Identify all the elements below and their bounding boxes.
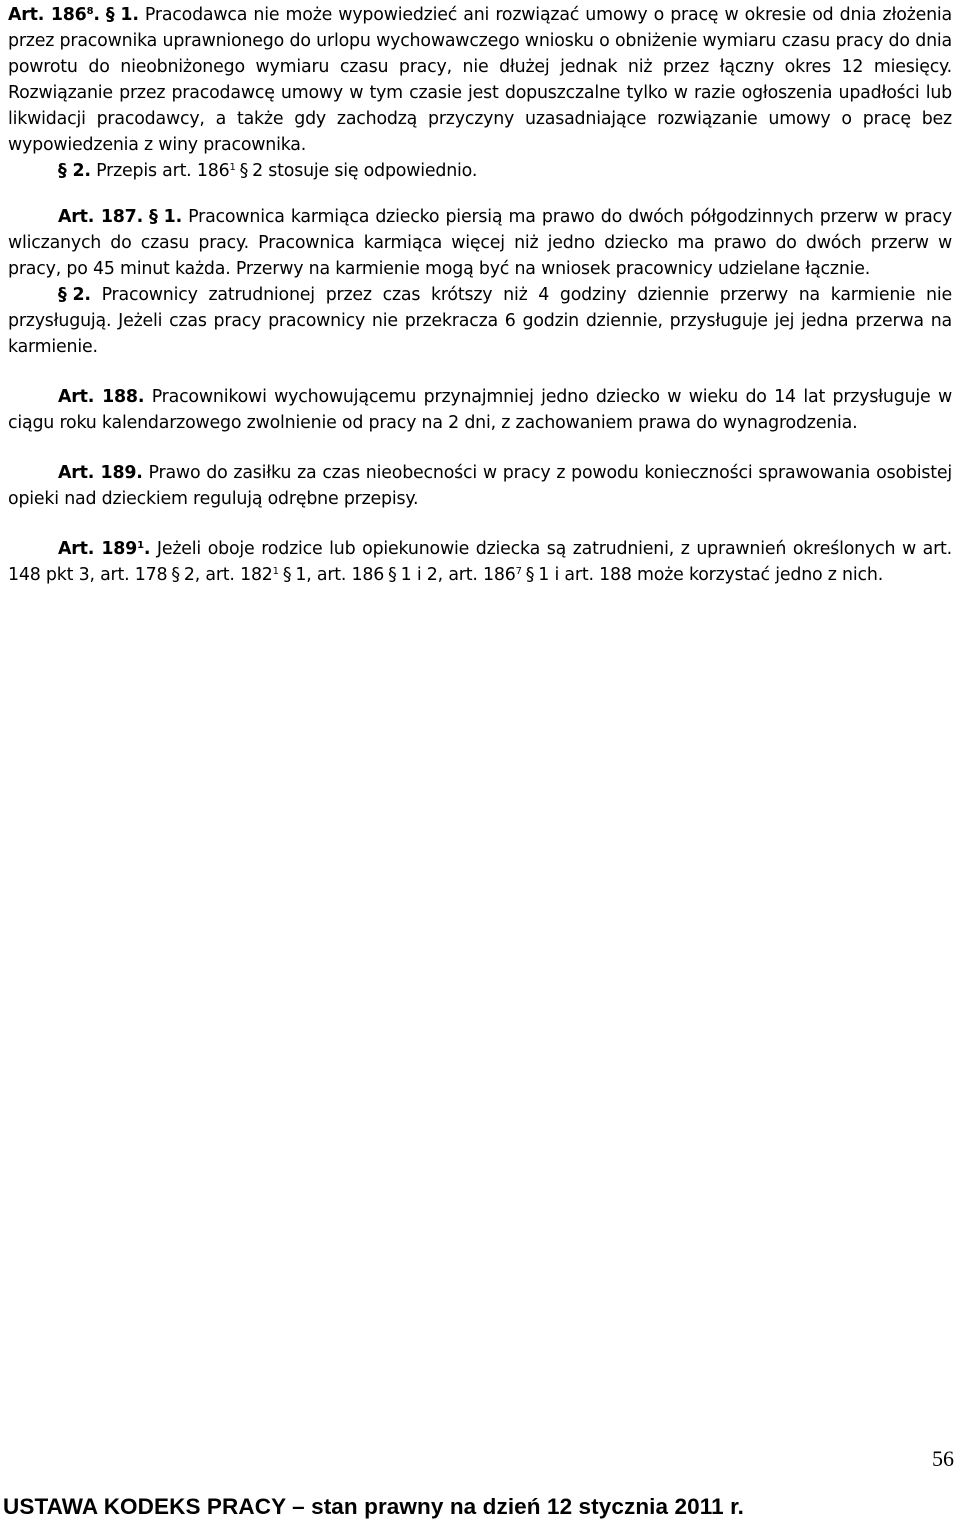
section-number: 2. xyxy=(72,285,91,305)
article-189-1 xyxy=(8,536,952,588)
article-text: Prawo do zasiłku za czas nieobecności w pracy z powodu konieczności sprawowania osobistej opieki nad dzieckiem regulują odrębne przepisy. xyxy=(8,463,952,509)
section-sign: § xyxy=(58,161,67,181)
article-186-8-section-2 xyxy=(8,158,952,184)
article-heading: Art. $189^1$. xyxy=(58,539,151,559)
document-body xyxy=(8,0,952,588)
article-heading: Art. 187. xyxy=(58,207,143,227)
article-187-section-2 xyxy=(8,282,952,360)
page-footer: USTAWA KODEKS PRACY – stan prawny na dzień 12 stycznia 2011 r. xyxy=(3,1494,745,1519)
article-text: Jeżeli oboje rodzice lub opiekunowie dziecka są zatrudnieni, z uprawnień określonych w art. 148 pkt 3, art. 178 § 2, art. $182^1$ § 1, art. 186 § 1 i 2, art. $186^7$ § 1 i art. 188 może korzystać jedno z nich. xyxy=(8,539,952,585)
section-number: 2. xyxy=(72,161,91,181)
article-188 xyxy=(8,384,952,436)
article-text: Pracownikowi wychowującemu przynajmniej jedno dziecko w wieku do 14 lat przysługuje w ciągu roku kalendarzowego zwolnienie od pracy na 2 dni, z zachowaniem prawa do wynagrodzenia. xyxy=(8,387,952,433)
section-text: Pracownicy zatrudnionej przez czas krótszy niż 4 godziny dziennie przerwy na karmienie nie przysługują. Jeżeli czas pracy pracownicy nie przekracza 6 godzin dziennie, przysługuje jej jedna przerwa na karmienie. xyxy=(8,285,952,357)
section-sign: § xyxy=(105,5,115,25)
section-sign: § xyxy=(149,207,158,227)
section-sign: § xyxy=(58,285,67,305)
article-186-8 xyxy=(8,2,952,158)
page-number: 56 xyxy=(932,1446,954,1471)
section-number: 1. xyxy=(163,207,182,227)
section-number: 1. xyxy=(120,5,139,25)
article-text: Pracodawca nie może wypowiedzieć ani rozwiązać umowy o pracę w okresie od dnia złożenia przez pracownika uprawnionego do urlopu wychowawczego wniosku o obniżenie wymiaru czasu pracy do dnia powrotu do nieobniżonego wymiaru czasu pracy, nie dłużej jednak niż przez łączny okres 12 miesięcy. Rozwiązanie przez pracodawcę umowy w tym czasie jest dopuszczalne tylko w razie ogłoszenia upadłości lub likwidacji pracodawcy, a także gdy zachodzą przyczyny uzasadniające rozwiązanie umowy o pracę bez wypowiedzenia z winy pracownika. xyxy=(8,5,953,155)
article-187 xyxy=(8,204,952,282)
section-text: Przepis art. $186^1$ § 2 stosuje się odpowiednio. xyxy=(96,161,478,181)
article-heading: Art. $186^8$. xyxy=(8,5,100,25)
article-heading: Art. 188. xyxy=(58,387,145,407)
article-heading: Art. 189. xyxy=(58,463,143,483)
article-text: Pracownica karmiąca dziecko piersią ma prawo do dwóch półgodzinnych przerw w pracy wliczanych do czasu pracy. Pracownica karmiąca więcej niż jedno dziecko ma prawo do dwóch przerw w pracy, po 45 minut każda. Przerwy na karmienie mogą być na wniosek pracownicy udzielane łącznie. xyxy=(8,207,953,279)
article-189 xyxy=(8,460,952,512)
